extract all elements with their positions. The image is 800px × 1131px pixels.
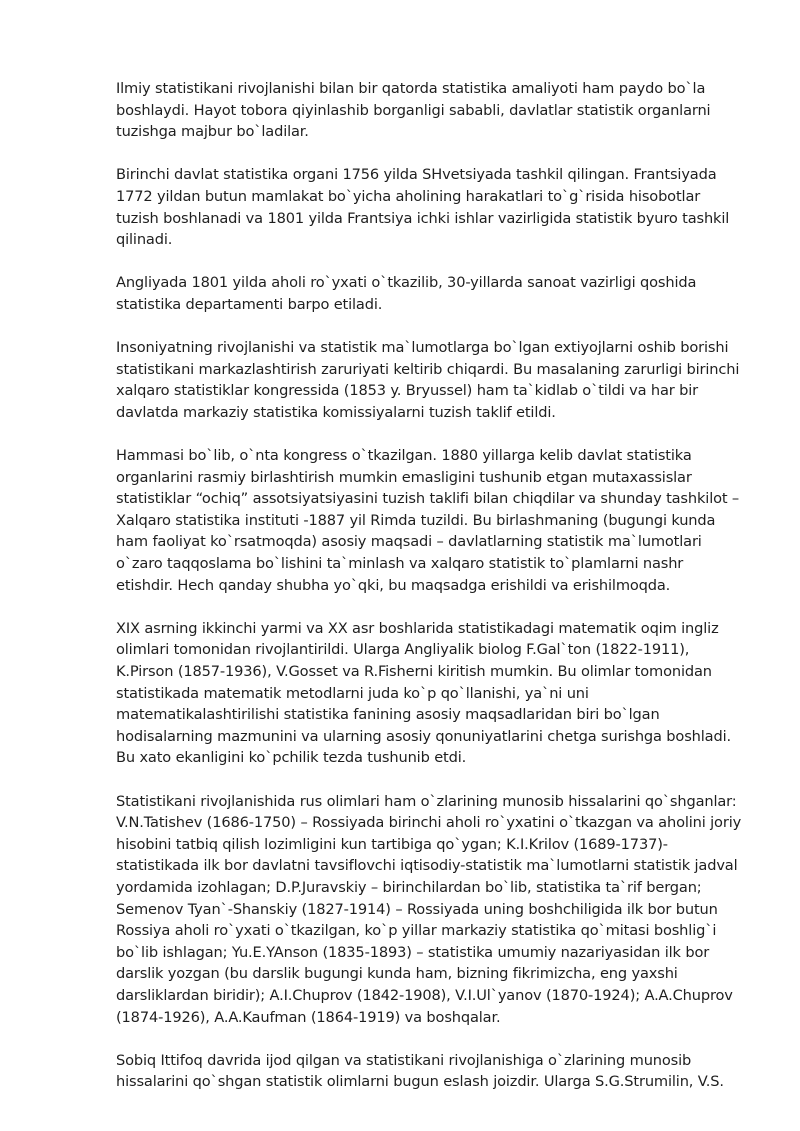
document-page [116, 78, 742, 1115]
paragraph-2: Birinchi davlat statistika organi 1756 yilda SHvetsiyada tashkil qilingan. Frantsiyada 1772 yildan butun mamlakat bo`yicha aholining harakatlari to`g`risida hisobotlar tuzish boshlanadi va 1801 yilda Frantsiya ichki ishlar vazirligida statistik byuro tashkil qilinadi. [116, 166, 730, 249]
paragraph-4: Insoniyatning rivojlanishi va statistik ma`lumotlarga bo`lgan extiyojlarni oshib borishi statistikani markazlashtirish zaruriyati keltirib chiqardi. Bu masalaning zarurligi birinchi xalqaro statistiklar kongressida (1853 y. Bryussel) ham ta`kidlab o`tildi va har bir davlatda markaziy statistika komissiyalarni tuzish taklif etildi. [116, 339, 740, 421]
paragraph-5: Hammasi bo`lib, o`nta kongress o`tkazilgan. 1880 yillarga kelib davlat statistika organlarini rasmiy birlashtirish mumkin emasligini tushunib etgan mutaxassislar statistiklar “ochiq” assotsiyatsiyasini tuzish taklifi bilan chiqdilar va shunday tashkilot – Xalqaro statistika instituti -1887 yil Rimda tuzildi. Bu birlashmaning (bugungi kunda ham faoliyat ko`rsatmoqda) asosiy maqsadi – davlatlarning statistik ma`lumotlari o`zaro taqqoslama bo`lishini ta`minlash va xalqaro statistik to`plamlarni nashr etishdir. Hech qanday shubha yo`qki, bu maqsadga erishildi va erishilmoqda. [116, 447, 740, 594]
paragraph-1: Ilmiy statistikani rivojlanishi bilan bir qatorda statistika amaliyoti ham paydo bo`la boshlaydi. Hayot tobora qiyinlashib borganligi sababli, davlatlar statistik organlarni tuzishga majbur bo`ladilar. [116, 80, 711, 141]
paragraph-6: XIX asrning ikkinchi yarmi va XX asr boshlarida statistikadagi matematik oqim ingliz olimlari tomonidan rivojlantirildi. Ularga Angliyalik biolog F.Gal`ton (1822-1911), K.Pirson (1857-1936), V.Gosset va R.Fisherni kiritish mumkin. Bu olimlar tomonidan statistikada matematik metodlarni juda ko`p qo`llanishi, ya`ni uni matematikalashtirilishi statistika fanining asosiy maqsadlaridan biri bo`lgan hodisalarning mazmunini va ularning asosiy qonuniyatlarini chetga surishga boshladi. Bu xato ekanligini ko`pchilik tezda tushunib etdi. [116, 619, 731, 767]
paragraph-7: Statistikani rivojlanishida rus olimlari ham o`zlarining munosib hissalarini qo`shganlar: V.N.Tatishev (1686-1750) – Rossiyada birinchi aholi ro`yxatini o`tkazgan va aholini joriy hisobini tatbiq qilish lozimligini kun tartibiga qo`ygan; K.I.Krilov (1689-1737)- statistikada ilk bor davlatni tavsiflovchi iqtisodiy-statistik ma`lumotlarni statistik jadval yordamida izohlagan; D.P.Juravskiy – birinchilardan bo`lib, statistika ta`rif bergan; Semenov Tyan`-Shanskiy (1827-1914) – Rossiyada uning boshchiligida ilk bor butun Rossiya aholi ro`yxati o`tkazilgan, ko`p yillar markaziy statistika qo`mitasi boshlig`i bo`lib ishlagan; Yu.E.YAnson (1835-1893) – statistika umumiy nazariyasidan ilk bor darslik yozgan (bu darslik bugungi kunda ham, bizning fikrimizcha, eng yaxshi darsliklardan biridir); A.I.Chuprov (1842-1908), V.I.Ul`yanov (1870-1924); A.A.Chuprov (1874-1926), A.A.Kaufman (1864-1919) va boshqalar. [116, 792, 742, 1026]
paragraph-3: Angliyada 1801 yilda aholi ro`yxati o`tkazilib, 30-yillarda sanoat vazirligi qoshida statistika departamenti barpo etiladi. [116, 274, 697, 313]
paragraph-8: Sobiq Ittifoq davrida ijod qilgan va statistikani rivojlanishiga o`zlarining munosib hissalarini qo`shgan statistik olimlarni bugun eslash joizdir. Ularga S.G.Strumilin, V.S. [116, 1051, 724, 1091]
